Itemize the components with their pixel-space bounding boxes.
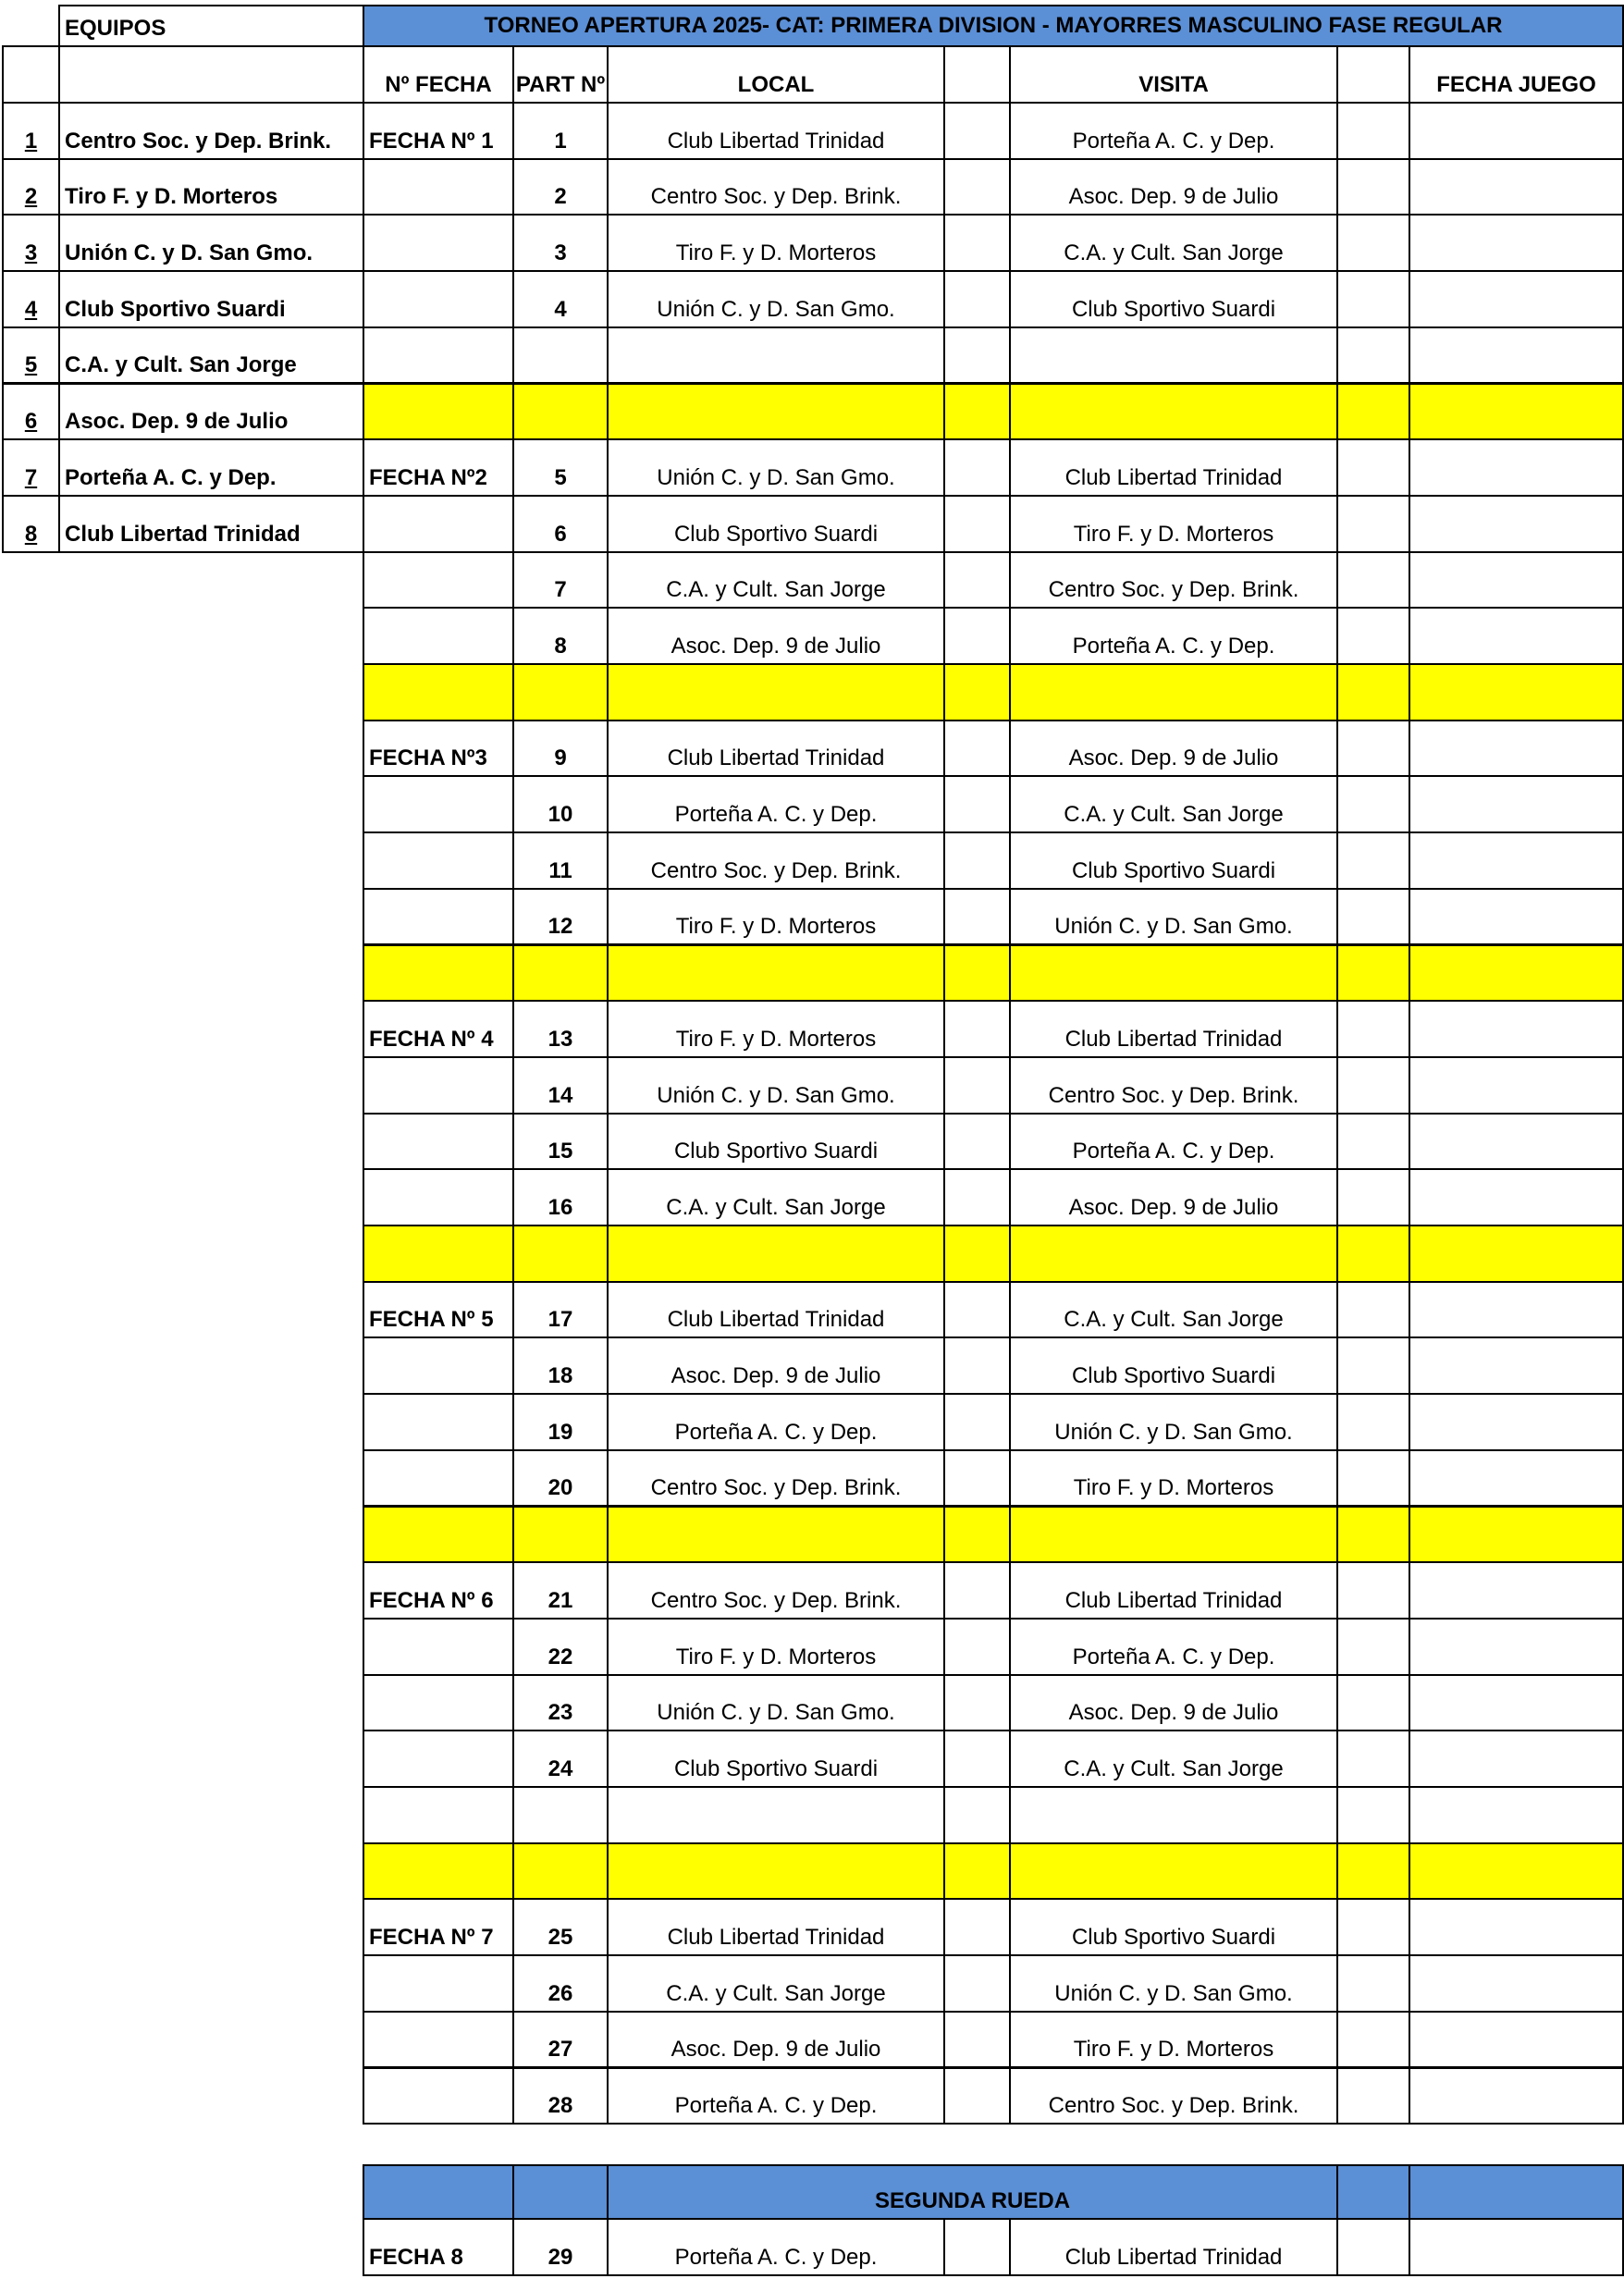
match-num-cell: 26 (512, 1954, 609, 2013)
match-gap2-cell (1336, 1056, 1410, 1115)
team-name: Centro Soc. y Dep. Brink. (58, 102, 364, 160)
match-num-cell (512, 326, 609, 385)
match-fecha-cell: FECHA Nº3 (363, 720, 514, 778)
match-num-cell: 25 (512, 1898, 609, 1956)
match-fecha_juego-cell (1409, 551, 1624, 610)
match-gap1-cell (943, 1898, 1011, 1956)
team-number: 8 (2, 495, 60, 553)
match-gap2-cell (1336, 1393, 1410, 1451)
separator-cell (607, 663, 945, 721)
match-gap1-cell (943, 775, 1011, 833)
match-fecha-cell: FECHA Nº 4 (363, 1000, 514, 1058)
match-num-cell: 14 (512, 1056, 609, 1115)
team-name: Tiro F. y D. Morteros (58, 158, 364, 216)
segunda-visita-cell: Club Libertad Trinidad (1009, 2218, 1338, 2276)
match-local-cell: Asoc. Dep. 9 de Julio (607, 1336, 945, 1395)
match-fecha_juego-cell (1409, 2011, 1624, 2069)
separator-cell (512, 383, 609, 441)
match-fecha-cell (363, 1168, 514, 1226)
separator-cell (607, 383, 945, 441)
match-fecha_juego-cell (1409, 607, 1624, 665)
col-header-num: PART Nº (512, 45, 609, 104)
match-visita-cell: Unión C. y D. San Gmo. (1009, 888, 1338, 946)
match-gap1-cell (943, 1056, 1011, 1115)
match-local-cell: Club Libertad Trinidad (607, 102, 945, 160)
match-gap2-cell (1336, 2011, 1410, 2069)
separator-cell (1409, 1225, 1624, 1283)
match-visita-cell: Asoc. Dep. 9 de Julio (1009, 720, 1338, 778)
match-visita-cell: Club Sportivo Suardi (1009, 831, 1338, 890)
match-visita-cell: Unión C. y D. San Gmo. (1009, 1393, 1338, 1451)
match-num-cell: 27 (512, 2011, 609, 2069)
match-num-cell: 18 (512, 1336, 609, 1395)
match-gap2-cell (1336, 831, 1410, 890)
match-gap2-cell (1336, 102, 1410, 160)
match-gap1-cell (943, 607, 1011, 665)
match-num-cell: 15 (512, 1113, 609, 1171)
match-visita-cell: Tiro F. y D. Morteros (1009, 495, 1338, 553)
match-local-cell: Asoc. Dep. 9 de Julio (607, 2011, 945, 2069)
match-local-cell: Unión C. y D. San Gmo. (607, 1056, 945, 1115)
match-num-cell: 10 (512, 775, 609, 833)
separator-cell (943, 1842, 1011, 1901)
match-num-cell: 16 (512, 1168, 609, 1226)
match-num-cell: 5 (512, 438, 609, 497)
match-gap1-cell (943, 495, 1011, 553)
match-num-cell: 19 (512, 1393, 609, 1451)
team-name: Unión C. y D. San Gmo. (58, 214, 364, 272)
match-fecha-cell: FECHA Nº 7 (363, 1898, 514, 1956)
match-gap2-cell (1336, 1113, 1410, 1171)
match-local-cell: Club Libertad Trinidad (607, 720, 945, 778)
match-visita-cell (1009, 326, 1338, 385)
col-header-fecha_juego: FECHA JUEGO (1409, 45, 1624, 104)
match-local-cell: Porteña A. C. y Dep. (607, 2067, 945, 2125)
separator-cell (1409, 383, 1624, 441)
segunda-fecha-cell: FECHA 8 (363, 2218, 514, 2276)
separator-cell (1336, 944, 1410, 1003)
separator-cell (943, 944, 1011, 1003)
segunda-num-cell: 29 (512, 2218, 609, 2276)
segunda-fecha_juego-cell (1409, 2218, 1624, 2276)
segunda-blue-cell (512, 2164, 609, 2220)
match-fecha_juego-cell (1409, 495, 1624, 553)
match-num-cell: 11 (512, 831, 609, 890)
col-header-gap2 (1336, 45, 1410, 104)
separator-cell (943, 663, 1011, 721)
match-local-cell: Unión C. y D. San Gmo. (607, 1674, 945, 1732)
match-visita-cell: C.A. y Cult. San Jorge (1009, 1730, 1338, 1788)
match-local-cell: Porteña A. C. y Dep. (607, 775, 945, 833)
match-local-cell: Unión C. y D. San Gmo. (607, 438, 945, 497)
match-num-cell: 22 (512, 1618, 609, 1676)
match-fecha_juego-cell (1409, 1449, 1624, 1508)
team-name: Asoc. Dep. 9 de Julio (58, 383, 364, 441)
separator-cell (1336, 383, 1410, 441)
match-fecha_juego-cell (1409, 326, 1624, 385)
match-local-cell: Club Libertad Trinidad (607, 1898, 945, 1956)
match-fecha_juego-cell (1409, 1730, 1624, 1788)
match-num-cell: 7 (512, 551, 609, 610)
match-visita-cell: Club Libertad Trinidad (1009, 1561, 1338, 1620)
tournament-title: TORNEO APERTURA 2025- CAT: PRIMERA DIVISION - MAYORRES MASCULINO FASE REGULAR (363, 5, 1624, 47)
team-number: 6 (2, 383, 60, 441)
match-gap2-cell (1336, 1168, 1410, 1226)
match-fecha-cell (363, 2067, 514, 2125)
match-fecha_juego-cell (1409, 1393, 1624, 1451)
team-name: C.A. y Cult. San Jorge (58, 326, 364, 385)
match-gap2-cell (1336, 1674, 1410, 1732)
match-gap2-cell (1336, 270, 1410, 328)
match-num-cell: 17 (512, 1281, 609, 1339)
col-header-fecha: Nº FECHA (363, 45, 514, 104)
match-visita-cell: Club Sportivo Suardi (1009, 270, 1338, 328)
separator-cell (1336, 1506, 1410, 1564)
match-fecha-cell (363, 551, 514, 610)
separator-cell (1009, 383, 1338, 441)
match-fecha_juego-cell (1409, 1113, 1624, 1171)
equipos-header: EQUIPOS (58, 5, 364, 47)
match-fecha-cell (363, 1449, 514, 1508)
separator-cell (1409, 944, 1624, 1003)
match-gap2-cell (1336, 1954, 1410, 2013)
team-number: 3 (2, 214, 60, 272)
match-num-cell: 4 (512, 270, 609, 328)
match-fecha-cell (363, 158, 514, 216)
match-local-cell: Centro Soc. y Dep. Brink. (607, 158, 945, 216)
match-fecha-cell (363, 326, 514, 385)
match-num-cell: 20 (512, 1449, 609, 1508)
match-visita-cell: Porteña A. C. y Dep. (1009, 1618, 1338, 1676)
match-fecha-cell (363, 831, 514, 890)
match-local-cell: Unión C. y D. San Gmo. (607, 270, 945, 328)
match-visita-cell: Club Libertad Trinidad (1009, 438, 1338, 497)
match-gap2-cell (1336, 1336, 1410, 1395)
match-fecha-cell (363, 888, 514, 946)
segunda-blue-cell (1336, 2164, 1410, 2220)
match-visita-cell: Club Sportivo Suardi (1009, 1336, 1338, 1395)
match-num-cell: 2 (512, 158, 609, 216)
match-fecha-cell (363, 1730, 514, 1788)
match-gap2-cell (1336, 438, 1410, 497)
match-fecha-cell: FECHA Nº 5 (363, 1281, 514, 1339)
match-fecha_juego-cell (1409, 831, 1624, 890)
match-local-cell: Tiro F. y D. Morteros (607, 214, 945, 272)
match-gap1-cell (943, 888, 1011, 946)
team-number: 2 (2, 158, 60, 216)
match-visita-cell: C.A. y Cult. San Jorge (1009, 214, 1338, 272)
match-gap2-cell (1336, 607, 1410, 665)
match-visita-cell: Centro Soc. y Dep. Brink. (1009, 2067, 1338, 2125)
match-num-cell: 12 (512, 888, 609, 946)
match-gap2-cell (1336, 2067, 1410, 2125)
match-fecha-cell (363, 1056, 514, 1115)
separator-cell (363, 1225, 514, 1283)
match-gap1-cell (943, 1393, 1011, 1451)
match-num-cell: 21 (512, 1561, 609, 1620)
match-local-cell: Club Sportivo Suardi (607, 495, 945, 553)
match-local-cell: Centro Soc. y Dep. Brink. (607, 831, 945, 890)
match-num-cell (512, 1786, 609, 1844)
col-header-gap1 (943, 45, 1011, 104)
match-fecha_juego-cell (1409, 1336, 1624, 1395)
match-visita-cell: C.A. y Cult. San Jorge (1009, 775, 1338, 833)
match-gap1-cell (943, 1336, 1011, 1395)
match-fecha_juego-cell (1409, 1674, 1624, 1732)
match-fecha-cell (363, 1336, 514, 1395)
match-local-cell: Club Sportivo Suardi (607, 1730, 945, 1788)
match-gap1-cell (943, 1113, 1011, 1171)
separator-cell (607, 944, 945, 1003)
match-fecha_juego-cell (1409, 2067, 1624, 2125)
match-gap2-cell (1336, 720, 1410, 778)
match-gap2-cell (1336, 1000, 1410, 1058)
match-visita-cell: Club Libertad Trinidad (1009, 1000, 1338, 1058)
match-gap1-cell (943, 2011, 1011, 2069)
match-local-cell: Tiro F. y D. Morteros (607, 1618, 945, 1676)
separator-cell (1009, 944, 1338, 1003)
match-num-cell: 9 (512, 720, 609, 778)
match-gap1-cell (943, 158, 1011, 216)
separator-cell (1409, 1506, 1624, 1564)
match-gap2-cell (1336, 495, 1410, 553)
match-gap2-cell (1336, 888, 1410, 946)
match-fecha-cell: FECHA Nº 1 (363, 102, 514, 160)
segunda-blue-cell (1409, 2164, 1624, 2220)
match-fecha_juego-cell (1409, 1786, 1624, 1844)
match-num-cell: 13 (512, 1000, 609, 1058)
team-name: Club Libertad Trinidad (58, 495, 364, 553)
match-gap1-cell (943, 1786, 1011, 1844)
separator-cell (512, 663, 609, 721)
match-num-cell: 24 (512, 1730, 609, 1788)
match-local-cell: Club Sportivo Suardi (607, 1113, 945, 1171)
segunda-rueda-title: SEGUNDA RUEDA (607, 2164, 1338, 2220)
team-num-header (2, 45, 60, 104)
match-num-cell: 3 (512, 214, 609, 272)
match-num-cell: 28 (512, 2067, 609, 2125)
match-gap1-cell (943, 102, 1011, 160)
match-local-cell: C.A. y Cult. San Jorge (607, 1168, 945, 1226)
match-gap2-cell (1336, 1786, 1410, 1844)
match-gap2-cell (1336, 214, 1410, 272)
match-fecha-cell (363, 775, 514, 833)
match-gap1-cell (943, 720, 1011, 778)
separator-cell (1336, 1842, 1410, 1901)
team-name: Club Sportivo Suardi (58, 270, 364, 328)
match-local-cell: Asoc. Dep. 9 de Julio (607, 607, 945, 665)
match-num-cell: 1 (512, 102, 609, 160)
match-fecha-cell: FECHA Nº 6 (363, 1561, 514, 1620)
match-fecha-cell (363, 214, 514, 272)
match-fecha-cell (363, 2011, 514, 2069)
match-visita-cell: Tiro F. y D. Morteros (1009, 1449, 1338, 1508)
match-fecha_juego-cell (1409, 720, 1624, 778)
match-local-cell (607, 1786, 945, 1844)
match-gap1-cell (943, 326, 1011, 385)
match-gap1-cell (943, 2067, 1011, 2125)
team-number: 5 (2, 326, 60, 385)
match-fecha-cell (363, 1786, 514, 1844)
separator-cell (1009, 1225, 1338, 1283)
separator-cell (363, 383, 514, 441)
segunda-local-cell: Porteña A. C. y Dep. (607, 2218, 945, 2276)
match-gap2-cell (1336, 326, 1410, 385)
match-gap2-cell (1336, 1898, 1410, 1956)
match-visita-cell: Club Sportivo Suardi (1009, 1898, 1338, 1956)
match-fecha_juego-cell (1409, 1000, 1624, 1058)
team-name: Porteña A. C. y Dep. (58, 438, 364, 497)
match-fecha-cell (363, 1618, 514, 1676)
match-fecha-cell (363, 1674, 514, 1732)
match-local-cell: C.A. y Cult. San Jorge (607, 551, 945, 610)
segunda-blue-cell (363, 2164, 514, 2220)
match-gap1-cell (943, 1281, 1011, 1339)
match-gap1-cell (943, 1954, 1011, 2013)
match-fecha_juego-cell (1409, 1954, 1624, 2013)
match-gap2-cell (1336, 1730, 1410, 1788)
match-visita-cell: Asoc. Dep. 9 de Julio (1009, 158, 1338, 216)
match-local-cell: Tiro F. y D. Morteros (607, 888, 945, 946)
separator-cell (1009, 1506, 1338, 1564)
match-num-cell: 23 (512, 1674, 609, 1732)
match-gap1-cell (943, 214, 1011, 272)
separator-cell (1009, 663, 1338, 721)
match-local-cell: Centro Soc. y Dep. Brink. (607, 1449, 945, 1508)
separator-cell (1409, 1842, 1624, 1901)
match-fecha-cell (363, 607, 514, 665)
match-gap2-cell (1336, 1281, 1410, 1339)
match-local-cell: C.A. y Cult. San Jorge (607, 1954, 945, 2013)
match-fecha_juego-cell (1409, 775, 1624, 833)
team-name-header-spacer (58, 45, 364, 104)
match-gap1-cell (943, 270, 1011, 328)
match-local-cell: Club Libertad Trinidad (607, 1281, 945, 1339)
separator-cell (1409, 663, 1624, 721)
match-gap1-cell (943, 831, 1011, 890)
match-local-cell: Centro Soc. y Dep. Brink. (607, 1561, 945, 1620)
match-fecha_juego-cell (1409, 102, 1624, 160)
separator-cell (512, 1225, 609, 1283)
match-gap1-cell (943, 1449, 1011, 1508)
match-gap1-cell (943, 551, 1011, 610)
match-fecha-cell (363, 495, 514, 553)
separator-cell (512, 1842, 609, 1901)
match-gap1-cell (943, 1618, 1011, 1676)
separator-cell (943, 1506, 1011, 1564)
separator-cell (607, 1506, 945, 1564)
match-fecha_juego-cell (1409, 214, 1624, 272)
separator-cell (512, 1506, 609, 1564)
match-fecha_juego-cell (1409, 1618, 1624, 1676)
match-gap2-cell (1336, 158, 1410, 216)
match-gap1-cell (943, 438, 1011, 497)
match-fecha_juego-cell (1409, 888, 1624, 946)
team-number: 7 (2, 438, 60, 497)
match-visita-cell: Centro Soc. y Dep. Brink. (1009, 551, 1338, 610)
match-gap2-cell (1336, 551, 1410, 610)
match-visita-cell: Asoc. Dep. 9 de Julio (1009, 1168, 1338, 1226)
match-visita-cell: Porteña A. C. y Dep. (1009, 102, 1338, 160)
separator-cell (363, 1506, 514, 1564)
match-fecha-cell (363, 1954, 514, 2013)
match-fecha_juego-cell (1409, 438, 1624, 497)
match-gap1-cell (943, 1561, 1011, 1620)
match-local-cell: Porteña A. C. y Dep. (607, 1393, 945, 1451)
match-gap2-cell (1336, 1618, 1410, 1676)
match-visita-cell: Asoc. Dep. 9 de Julio (1009, 1674, 1338, 1732)
match-fecha-cell (363, 1113, 514, 1171)
match-gap1-cell (943, 1730, 1011, 1788)
match-local-cell (607, 326, 945, 385)
separator-cell (363, 1842, 514, 1901)
match-fecha_juego-cell (1409, 158, 1624, 216)
match-visita-cell: Porteña A. C. y Dep. (1009, 607, 1338, 665)
match-fecha_juego-cell (1409, 1281, 1624, 1339)
match-gap1-cell (943, 1000, 1011, 1058)
match-visita-cell: Tiro F. y D. Morteros (1009, 2011, 1338, 2069)
separator-cell (607, 1842, 945, 1901)
separator-cell (363, 944, 514, 1003)
team-number: 4 (2, 270, 60, 328)
match-visita-cell: Porteña A. C. y Dep. (1009, 1113, 1338, 1171)
match-num-cell: 6 (512, 495, 609, 553)
match-fecha-cell (363, 270, 514, 328)
match-fecha-cell (363, 1393, 514, 1451)
team-number: 1 (2, 102, 60, 160)
match-local-cell: Tiro F. y D. Morteros (607, 1000, 945, 1058)
separator-cell (1336, 663, 1410, 721)
match-gap1-cell (943, 1674, 1011, 1732)
separator-cell (943, 383, 1011, 441)
match-gap2-cell (1336, 775, 1410, 833)
separator-cell (1336, 1225, 1410, 1283)
separator-cell (607, 1225, 945, 1283)
col-header-visita: VISITA (1009, 45, 1338, 104)
match-visita-cell: C.A. y Cult. San Jorge (1009, 1281, 1338, 1339)
match-fecha_juego-cell (1409, 1561, 1624, 1620)
segunda-gap1-cell (943, 2218, 1011, 2276)
match-visita-cell: Unión C. y D. San Gmo. (1009, 1954, 1338, 2013)
match-num-cell: 8 (512, 607, 609, 665)
match-fecha_juego-cell (1409, 1168, 1624, 1226)
separator-cell (943, 1225, 1011, 1283)
match-fecha_juego-cell (1409, 1056, 1624, 1115)
separator-cell (512, 944, 609, 1003)
col-header-local: LOCAL (607, 45, 945, 104)
match-visita-cell (1009, 1786, 1338, 1844)
match-gap2-cell (1336, 1561, 1410, 1620)
match-gap1-cell (943, 1168, 1011, 1226)
match-fecha-cell: FECHA Nº2 (363, 438, 514, 497)
match-gap2-cell (1336, 1449, 1410, 1508)
separator-cell (363, 663, 514, 721)
match-fecha_juego-cell (1409, 1898, 1624, 1956)
match-fecha_juego-cell (1409, 270, 1624, 328)
match-visita-cell: Centro Soc. y Dep. Brink. (1009, 1056, 1338, 1115)
segunda-gap2-cell (1336, 2218, 1410, 2276)
separator-cell (1009, 1842, 1338, 1901)
